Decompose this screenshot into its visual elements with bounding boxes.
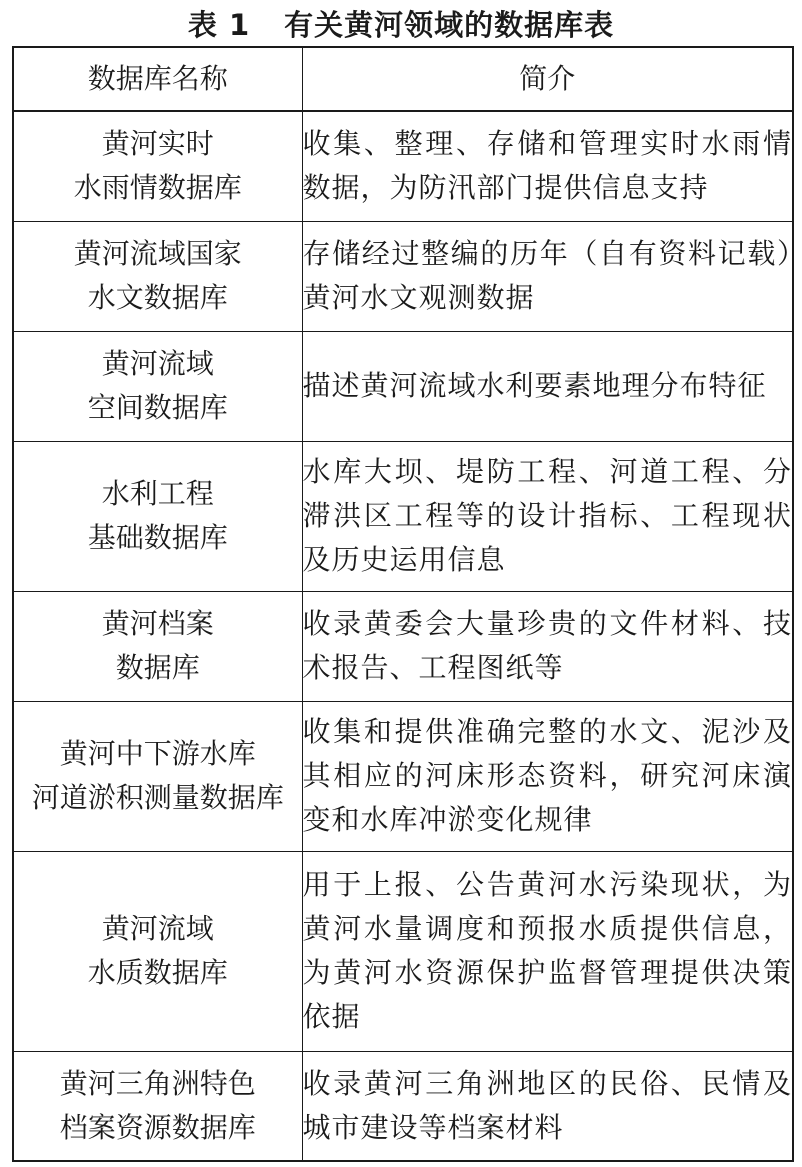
database-name-line: 黄河中下游水库 bbox=[59, 737, 256, 770]
table-header-row bbox=[13, 47, 793, 111]
database-name-line: 黄河流域 bbox=[101, 912, 214, 945]
database-name-cell bbox=[13, 441, 302, 591]
table-row bbox=[13, 441, 793, 591]
database-name-line: 水雨情数据库 bbox=[73, 171, 242, 205]
database-name-cell bbox=[13, 221, 302, 331]
database-name-line: 水质数据库 bbox=[87, 956, 228, 989]
table-row bbox=[13, 701, 793, 851]
database-description-cell: 收集和提供准确完整的水文、泥沙及其相应的河床形态资料，研究河床演变和水库冲淤变化规律 bbox=[302, 701, 793, 851]
database-description-cell: 水库大坝、堤防工程、河道工程、分滞洪区工程等的设计指标、工程现状及历史运用信息 bbox=[302, 441, 793, 591]
table-row bbox=[13, 1051, 793, 1161]
database-name-line: 河道淤积测量数据库 bbox=[31, 781, 284, 814]
table-row bbox=[13, 851, 793, 1051]
database-name-line: 黄河实时 bbox=[101, 127, 214, 161]
database-description-cell: 收录黄河三角洲地区的民俗、民情及城市建设等档案材料 bbox=[302, 1051, 793, 1161]
table-number: 表 1 bbox=[187, 7, 251, 42]
database-description-cell: 收录黄委会大量珍贵的文件材料、技术报告、工程图纸等 bbox=[302, 591, 793, 701]
database-name-cell bbox=[13, 1051, 302, 1161]
column-header-name: 数据库名称 bbox=[13, 47, 302, 111]
column-header-description: 简介 bbox=[302, 47, 793, 111]
database-name-line: 数据库 bbox=[115, 651, 200, 684]
database-name-line: 水利工程 bbox=[101, 477, 214, 510]
database-name-line: 水文数据库 bbox=[87, 281, 228, 314]
database-description-cell: 用于上报、公告黄河水污染现状，为黄河水量调度和预报水质提供信息，为黄河水资源保护监督管理提供决策依据 bbox=[302, 851, 793, 1051]
database-name-cell bbox=[13, 701, 302, 851]
database-name-line: 基础数据库 bbox=[87, 521, 228, 554]
database-description-cell: 存储经过整编的历年（自有资料记载）黄河水文观测数据 bbox=[302, 221, 793, 331]
database-name-line: 黄河档案 bbox=[101, 607, 214, 640]
database-name-line: 档案资源数据库 bbox=[59, 1110, 256, 1144]
database-name-cell bbox=[13, 331, 302, 441]
database-name-line: 黄河三角洲特色 bbox=[59, 1066, 256, 1100]
database-name-cell bbox=[13, 851, 302, 1051]
database-name-cell bbox=[13, 111, 302, 221]
table-row bbox=[13, 111, 793, 221]
database-name-line: 黄河流域国家 bbox=[73, 237, 242, 270]
table-caption bbox=[0, 0, 802, 46]
database-description-cell: 收集、整理、存储和管理实时水雨情数据，为防汛部门提供信息支持 bbox=[302, 111, 793, 221]
database-name-cell bbox=[13, 591, 302, 701]
database-name-line: 空间数据库 bbox=[87, 391, 228, 424]
database-description-cell: 描述黄河流域水利要素地理分布特征 bbox=[302, 331, 793, 441]
database-table bbox=[12, 46, 794, 1162]
table-row bbox=[13, 221, 793, 331]
table-title: 有关黄河领域的数据库表 bbox=[284, 7, 615, 42]
table-row bbox=[13, 331, 793, 441]
table-row bbox=[13, 591, 793, 701]
database-name-line: 黄河流域 bbox=[101, 347, 214, 380]
